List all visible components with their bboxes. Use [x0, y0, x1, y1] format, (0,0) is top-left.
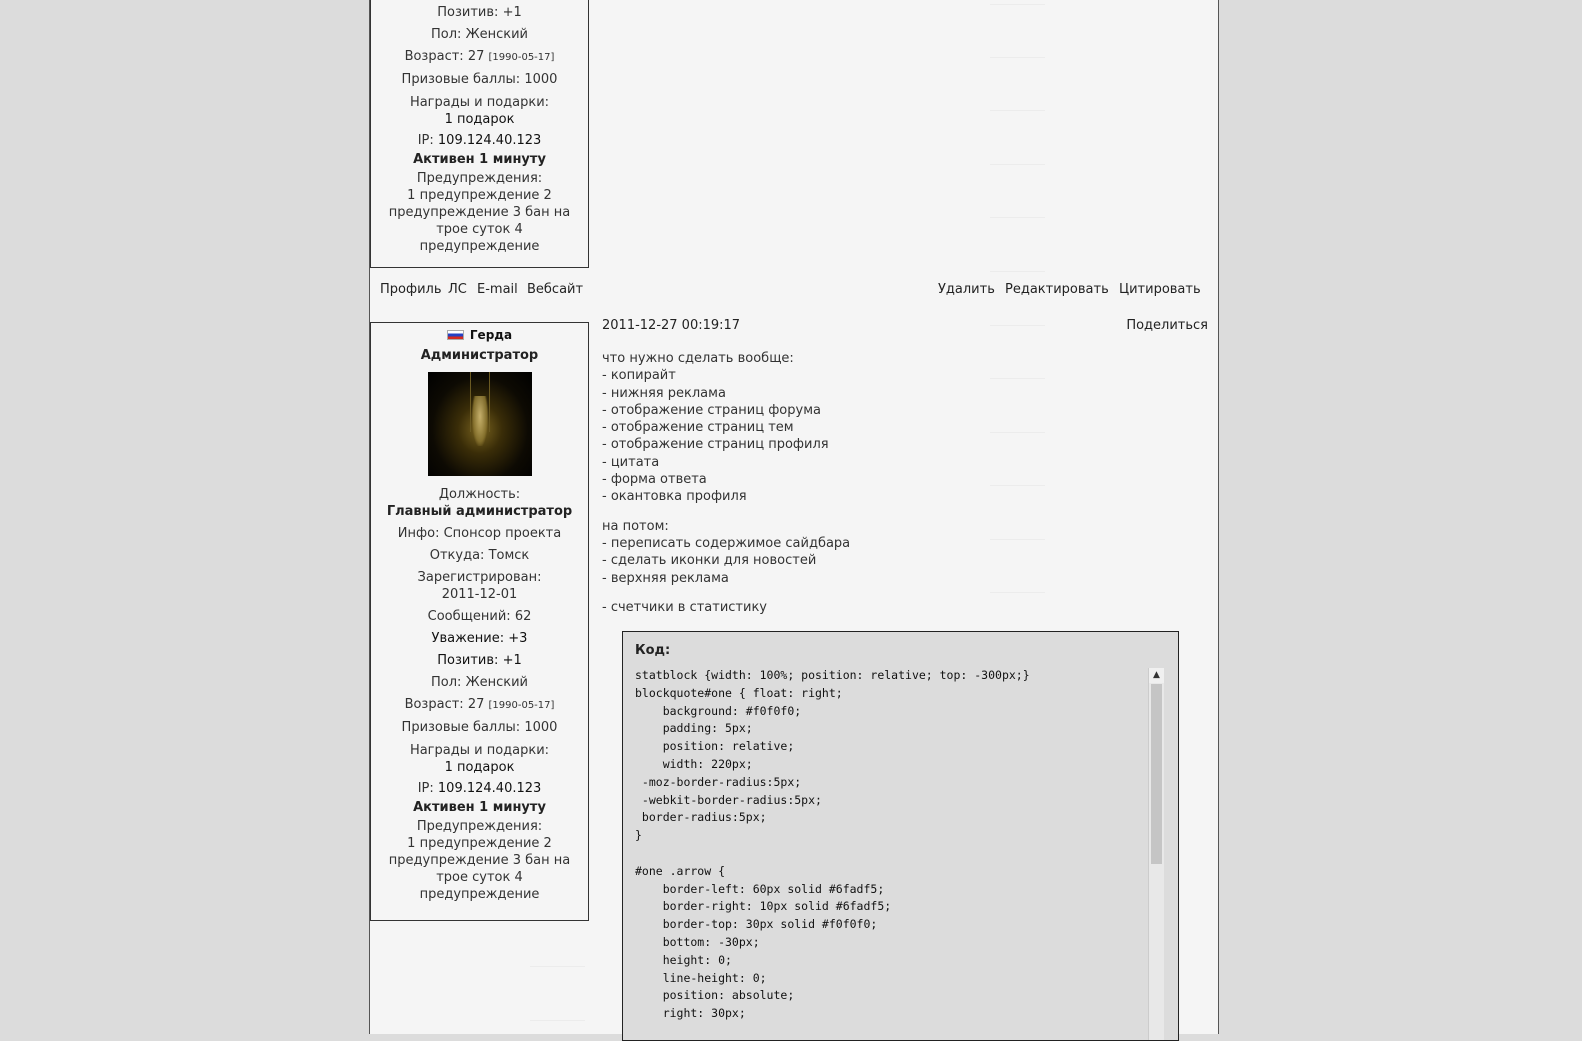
- forum-page: [369, 0, 1219, 1034]
- post-date: 2011-12-27 00:19:17: [602, 318, 741, 333]
- post-line: - счетчики в статистику: [602, 599, 768, 615]
- post-line: - форма ответа: [602, 472, 707, 488]
- ip-row: IP: 109.124.40.123: [417, 133, 542, 148]
- position-label: Должность:: [438, 487, 521, 502]
- scroll-up-icon[interactable]: ▲: [1149, 668, 1164, 683]
- website-link[interactable]: Вебсайт: [527, 282, 584, 297]
- ip-row: IP: 109.124.40.123: [417, 781, 542, 796]
- post-links-bar: [370, 282, 1218, 306]
- prize-points-row: Призовые баллы: 1000: [401, 720, 558, 735]
- profile-link[interactable]: Профиль: [380, 282, 442, 297]
- warnings-list: 1 предупреждение 2 предупреждение 3 бан на трое суток 4 предупреждение: [388, 836, 571, 902]
- location-row: Откуда: Томск: [429, 548, 530, 563]
- messages-row: Сообщений: 62: [427, 609, 532, 624]
- post-line: - цитата: [602, 454, 660, 470]
- respect-row: Уважение: +3: [431, 631, 528, 646]
- awards-label: Награды и подарки:: [409, 743, 550, 758]
- author-profile: [370, 322, 589, 921]
- post-line: на потом:: [602, 518, 669, 534]
- prize-points-row: Призовые баллы: 1000: [401, 72, 558, 87]
- warnings-list: 1 предупреждение 2 предупреждение 3 бан на трое суток 4 предупреждение: [388, 188, 571, 254]
- delete-link[interactable]: Удалить: [938, 282, 995, 297]
- post-line: - сделать иконки для новостей: [602, 553, 817, 569]
- post-line: - переписать содержимое сайдбара: [602, 535, 851, 551]
- positive-row: Позитив: +1: [437, 5, 522, 20]
- age-row: Возраст: 27 [1990-05-17]: [404, 697, 555, 712]
- awards-link[interactable]: 1 подарок: [444, 112, 515, 127]
- post-line: - окантовка профиля: [602, 489, 747, 505]
- author-name[interactable]: Герда: [469, 328, 513, 342]
- registered-label: Зарегистрирован:: [417, 570, 542, 585]
- gender-row: Пол: Женский: [431, 27, 528, 42]
- post-line: - отображение страниц тем: [602, 420, 794, 436]
- russia-flag-icon: [447, 330, 464, 340]
- age-row: Возраст: 27 [1990-05-17]: [404, 49, 555, 64]
- post-todo-list: [602, 350, 1202, 506]
- post-line: - нижняя реклама: [602, 385, 726, 401]
- avatar-figure: [472, 396, 488, 446]
- post-line: что нужно сделать вообще:: [602, 351, 794, 366]
- avatar-rope-left: [470, 372, 471, 432]
- active-status: Активен 1 минуту: [413, 800, 546, 815]
- gender-row: Пол: Женский: [431, 675, 528, 690]
- awards-link[interactable]: 1 подарок: [444, 760, 515, 775]
- quote-link[interactable]: Цитировать: [1119, 282, 1201, 297]
- author-name-row: [371, 328, 588, 342]
- warnings-label: Предупреждения:: [416, 819, 543, 834]
- post-later-list: [602, 518, 1202, 587]
- info-row: Инфо: Спонсор проекта: [397, 526, 562, 541]
- code-content[interactable]: statblock {width: 100%; position: relative; top: -300px;} blockquote#one { float: right; background: #f0f0f0; padding: 5px; position: relative; width: 220px; -moz-border-radius:5px; -webkit-border-radius:5px; border-radius:5px; } #one .arrow { border-left: 60px solid #6fadf5; border-right: 10px solid #6fadf5; border-top: 30px solid #f0f0f0; bottom: -30px; height: 0; line-height: 0; position: absolute; right: 30px;: [635, 668, 1030, 1021]
- post-line: - копирайт: [602, 368, 676, 384]
- code-block: [622, 631, 1179, 1041]
- active-status: Активен 1 минуту: [413, 152, 546, 167]
- code-title: Код:: [635, 643, 671, 658]
- email-link[interactable]: E-mail: [477, 282, 518, 297]
- warnings-label: Предупреждения:: [416, 171, 543, 186]
- edit-link[interactable]: Редактировать: [1005, 282, 1109, 297]
- post-line: - отображение страниц профиля: [602, 437, 829, 453]
- position-value: Главный администратор: [386, 504, 573, 519]
- positive-row: Позитив: +1: [437, 653, 522, 668]
- code-scrollbar[interactable]: [1148, 668, 1164, 1040]
- avatar: [428, 372, 532, 476]
- previous-author-profile: [370, 0, 589, 268]
- post-line: - отображение страниц форума: [602, 402, 821, 418]
- avatar-rope-right: [489, 372, 490, 432]
- author-role: Администратор: [420, 348, 539, 363]
- share-link[interactable]: Поделиться: [1126, 318, 1208, 333]
- post-line: - верхняя реклама: [602, 570, 729, 586]
- post-body: [602, 350, 1202, 616]
- registered-value: 2011-12-01: [441, 587, 518, 602]
- pm-link[interactable]: ЛС: [448, 282, 467, 297]
- scrollbar-thumb[interactable]: [1151, 684, 1162, 864]
- awards-label: Награды и подарки:: [409, 95, 550, 110]
